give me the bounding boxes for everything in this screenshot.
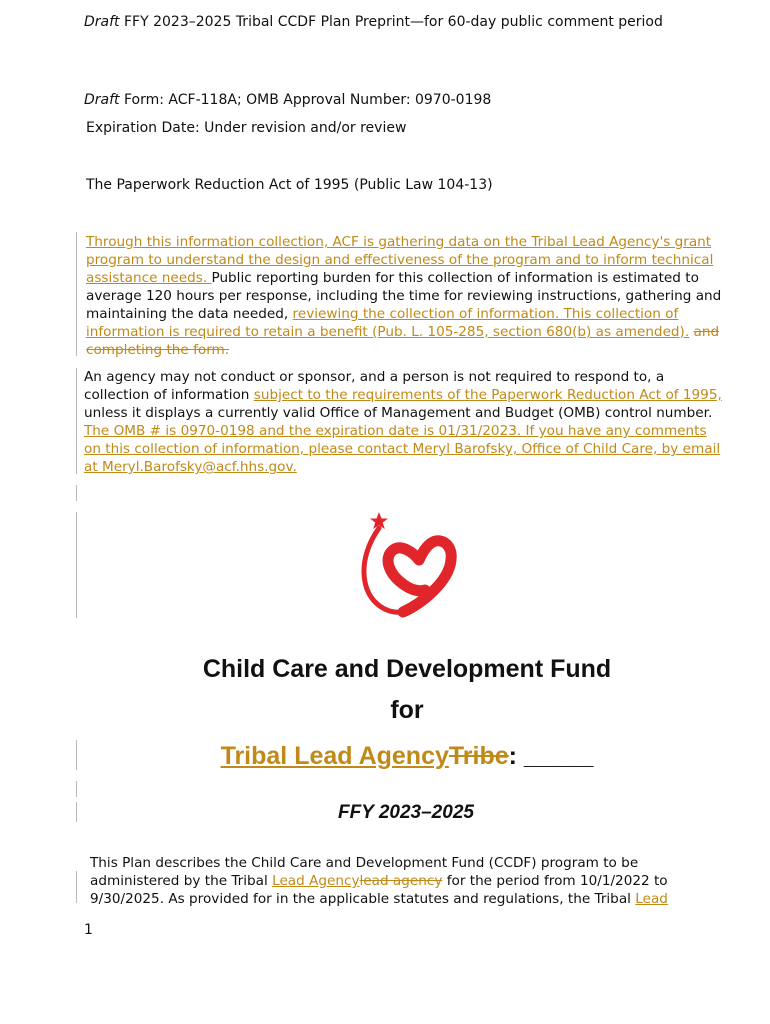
body-text: Public reporting burden for this collection of information is estimated to average 120 hours per response, including the time for reviewing instructions, gathering and maintaining the data needed, [86, 270, 722, 322]
child-care-heart-logo [355, 508, 459, 620]
tracked-insertion: The OMB # is 0970-0198 and the expiration date is 01/31/2023. If you have any comments on this collection of information, please contact Meryl Barofsky, Office of Child Care, by email at Meryl.Barofsky@acf.hhs.gov. [84, 423, 721, 475]
tracked-insertion: Lead Agency [272, 873, 360, 889]
change-bar [76, 368, 77, 474]
title-suffix: : _____ [508, 742, 594, 770]
cover-title: Child Care and Development Fund [202, 655, 612, 683]
tracked-insertion: reviewing the collection of information. This collection of information is required to retain a benefit (Pub. L. 105-285, section 680(b) as amended). [86, 306, 690, 340]
change-bar [76, 485, 77, 501]
pra-paragraph-2 [84, 368, 724, 476]
change-bar [76, 781, 77, 797]
tracked-insertion: Through this information collection, ACF is gathering data on the Tribal Lead Agency's grant program to understand the design and effectiveness of the program and to inform technical assistance needs. [86, 234, 714, 286]
intro-paragraph [90, 854, 700, 908]
draft-label: Draft [84, 14, 120, 30]
tracked-deletion: lead agency [359, 873, 443, 889]
cover-title-for: for [390, 696, 424, 724]
change-bar [76, 871, 77, 903]
tracked-deletion: Tribe [448, 742, 509, 770]
body-text: An agency may not conduct or sponsor, and a person is not required to respond to, a collection of information [84, 369, 665, 403]
body-text: unless it displays a currently valid Office of Management and Budget (OMB) control number. [84, 405, 713, 421]
tracked-insertion: Lead [635, 891, 668, 907]
tracked-insertion: Tribal Lead Agency [220, 742, 449, 770]
pra-heading: The Paperwork Reduction Act of 1995 (Public Law 104-13) [86, 177, 493, 193]
tracked-insertion: subject to the requirements of the Paperwork Reduction Act of 1995, [253, 387, 722, 403]
expiration-date: Expiration Date: Under revision and/or review [86, 120, 407, 136]
form-number-line [84, 92, 491, 108]
page-number: 1 [84, 922, 93, 938]
form-number: Form: ACF-118A; OMB Approval Number: 0970-0198 [119, 92, 492, 108]
body-text: for the period from 10/1/2022 to 9/30/2025. As provided for in the applicable statutes and regulations, the Tribal [90, 873, 668, 907]
pra-paragraph-1 [86, 233, 730, 359]
form-draft-label: Draft [84, 92, 120, 108]
cover-title-agency [22, 742, 770, 771]
change-bar [76, 512, 77, 618]
header-title: FFY 2023–2025 Tribal CCDF Plan Preprint—for 60-day public comment period [119, 14, 663, 30]
tracked-deletion: and completing the form. [86, 324, 720, 358]
body-text: This Plan describes the Child Care and Development Fund (CCDF) program to be administered by the Tribal [90, 855, 639, 889]
fiscal-years: FFY 2023–2025 [338, 802, 474, 823]
change-bar [76, 232, 77, 356]
document-header [84, 14, 663, 30]
